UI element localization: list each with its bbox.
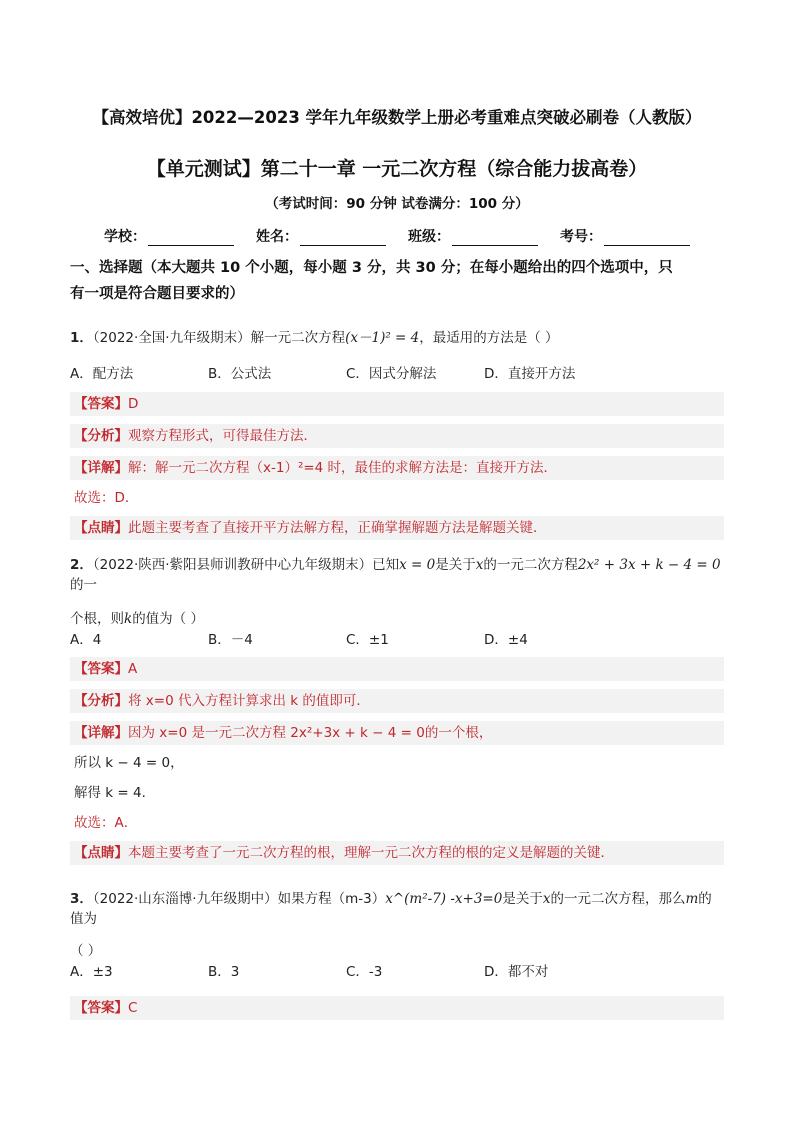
question-2-options [70, 630, 724, 650]
comment-line: 【点睛】此题主要考查了直接开平方法解方程，正确掌握解题方法是解题关键． [70, 516, 724, 540]
equation: (x－1)² = 4 [345, 330, 420, 346]
option-a[interactable]: A．±3 [70, 964, 113, 980]
student-info-row [104, 226, 704, 246]
school-field[interactable]: 学校： [104, 226, 234, 246]
detail-line: 【详解】因为 x=0 是一元二次方程 2x²+3x + k − 4 = 0的一个根， [70, 721, 724, 745]
option-d[interactable]: D．±4 [484, 632, 528, 648]
question-3-solution [70, 996, 724, 1020]
option-a[interactable]: A．配方法 [70, 366, 134, 382]
answer-line: 【答案】A [70, 657, 724, 681]
step-2: 解得 k = 4． [74, 785, 156, 801]
option-d[interactable]: D．都不对 [484, 964, 549, 980]
question-1: 1．（2022·全国·九年级期末）解一元二次方程(x－1)² = 4，最适用的方法是（ ） [70, 330, 559, 346]
option-a[interactable]: A．4 [70, 632, 102, 648]
option-c[interactable]: C．±1 [346, 632, 389, 648]
option-c[interactable]: C．-3 [346, 964, 383, 980]
option-c[interactable]: C．因式分解法 [346, 366, 437, 382]
analysis-line: 【分析】将 x=0 代入方程计算求出 k 的值即可． [70, 689, 724, 713]
option-b[interactable]: B．3 [208, 964, 240, 980]
answer-line: 【答案】D [70, 392, 724, 416]
paper-title: 【高效培优】2022—2023 学年九年级数学上册必考重难点突破必刷卷（人教版） [92, 108, 702, 127]
option-b[interactable]: B．－4 [208, 632, 253, 648]
name-field[interactable]: 姓名： [256, 226, 386, 246]
exam-info: （考试时间：90 分钟 试卷满分：100 分） [265, 196, 529, 212]
question-3: 3．（2022·山东淄博·九年级期中）如果方程（m-3）x^(m²-7) -x+3=0是关于x的一元二次方程，那么m的值为 （ ） [70, 891, 712, 959]
comment-line: 【点睛】本题主要考查了一元二次方程的根，理解一元二次方程的根的定义是解题的关键． [70, 841, 724, 865]
answer-line: 【答案】C [70, 996, 724, 1020]
choice-line: 故选：D． [74, 490, 139, 506]
option-b[interactable]: B．公式法 [208, 366, 272, 382]
detail-line: 【详解】解：解一元二次方程（x-1）²=4 时，最佳的求解方法是：直接开方法． [70, 456, 724, 480]
exam-number-field[interactable]: 考号： [560, 226, 690, 246]
chapter-title: 【单元测试】第二十一章 一元二次方程（综合能力拔高卷） [146, 158, 648, 180]
question-2: 2．（2022·陕西·紫阳县师训教研中心九年级期末）已知x = 0是关于x的一元二次方程2x² + 3x + k − 4 = 0的一 个根，则k的值为（ ） [70, 557, 721, 627]
question-1-options [70, 364, 724, 384]
analysis-line: 【分析】观察方程形式，可得最佳方法． [70, 424, 724, 448]
choice-line: 故选：A． [74, 815, 138, 831]
step-1: 所以 k − 4 = 0， [74, 755, 184, 771]
class-field[interactable]: 班级： [408, 226, 538, 246]
option-d[interactable]: D．直接开方法 [484, 366, 576, 382]
section-heading: 一、选择题（本大题共 10 个小题，每小题 3 分，共 30 分；在每小题给出的四个选项中，只 有一项是符合题目要求的） [70, 260, 673, 302]
question-1-solution [70, 392, 724, 540]
question-2-solution [70, 657, 724, 865]
question-3-options [70, 962, 724, 982]
